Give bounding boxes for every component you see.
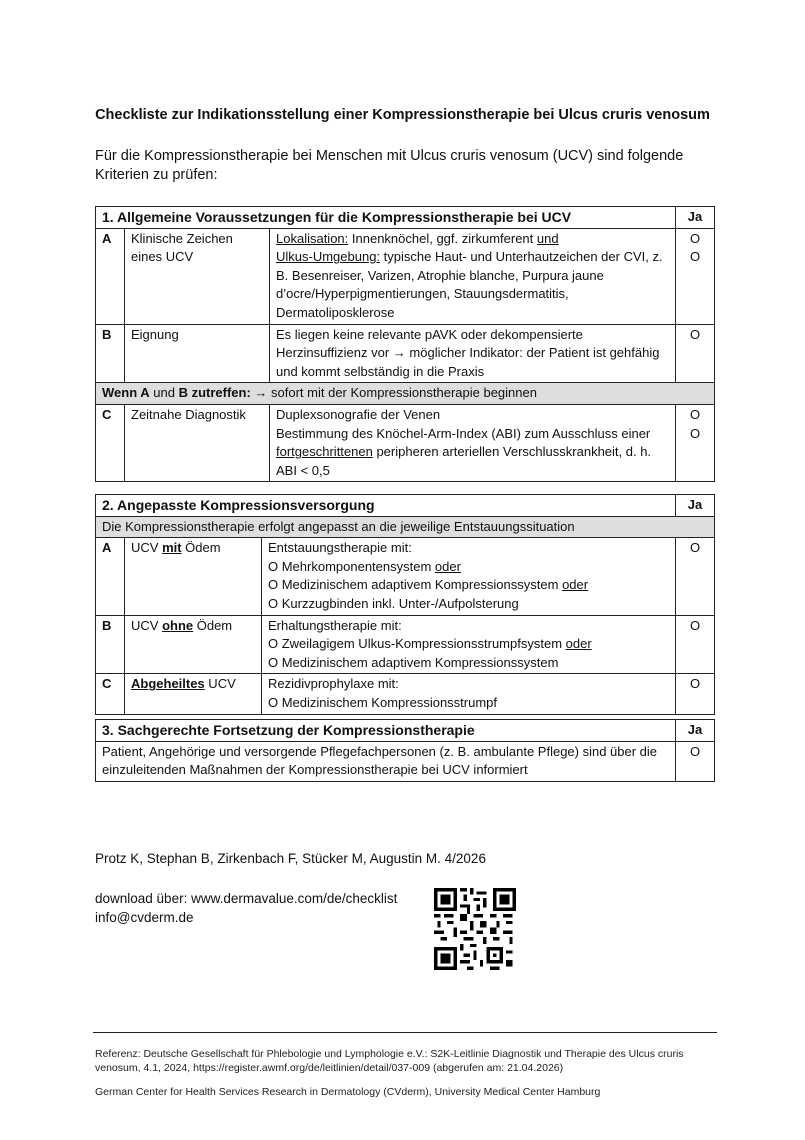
row-label: Eignung [125, 324, 270, 383]
checkbox-circle[interactable]: O [689, 540, 701, 556]
row-description: Patient, Angehörige und versorgende Pflegefachpersonen (z. B. ambulante Pflege) sind über die einzuleitenden Maßnahmen der Kompressionstherapie bei UCV informiert [96, 741, 676, 781]
checkbox-cell[interactable] [676, 538, 715, 615]
row-label: Klinische Zeichen eines UCV [125, 228, 270, 324]
row-label: Abgeheiltes UCV [125, 674, 262, 714]
condition-row: Wenn A und B zutreffen: → sofort mit der Kompressionstherapie beginnen [96, 383, 715, 405]
ja-header: Ja [676, 495, 715, 517]
row-label: UCV ohne Ödem [125, 615, 262, 674]
row-label: Zeitnahe Diagnostik [125, 404, 270, 481]
checkbox-circle[interactable]: O [689, 676, 701, 692]
reference: Referenz: Deutsche Gesellschaft für Phlebologie und Lymphologie e.V.: S2K-Leitlinie Diagnostik und Therapie des Ulcus cruris venosum, 4.1, 2024, https://register.awmf.org/de/leitlinien/detail/037-009 (abgerufen am: 21.04.2026) [95, 1048, 684, 1074]
section-1-title: 1. Allgemeine Voraussetzungen für die Kompressionstherapie bei UCV [96, 207, 676, 229]
section-2-title: 2. Angepasste Kompressionsversorgung [96, 495, 676, 517]
row-description: Rezidivprophylaxe mit: O Medizinischem Kompressionsstrumpf [262, 674, 676, 714]
section-3-table [95, 719, 715, 782]
qr-code-icon [434, 888, 516, 970]
row-letter: C [96, 674, 125, 714]
checkbox-circle[interactable]: O [689, 326, 701, 342]
table-row [96, 538, 715, 615]
ja-header: Ja [676, 207, 715, 229]
checkbox-circle[interactable]: O [689, 617, 701, 633]
checkbox-circle[interactable]: O [689, 425, 701, 441]
checkbox-circle[interactable]: O [689, 230, 701, 246]
checkbox-cell[interactable] [676, 674, 715, 714]
download-info [95, 889, 397, 927]
row-description: Duplexsonografie der Venen Bestimmung des Knöchel-Arm-Index (ABI) zum Ausschluss einer fortgeschrittenen peripheren arteriellen Verschlusskrankheit, d. h. ABI < 0,5 [270, 404, 676, 481]
section-1-table [95, 206, 715, 482]
checkbox-cell[interactable] [676, 324, 715, 383]
row-description: Es liegen keine relevante pAVK oder dekompensierte Herzinsuffizienz vor → möglicher Indikator: der Patient ist gehfähig und kommt selbständig in die Praxis [270, 324, 676, 383]
footer-divider [93, 1032, 717, 1033]
checkbox-cell[interactable] [676, 615, 715, 674]
table-row [96, 674, 715, 714]
authors: Protz K, Stephan B, Zirkenbach F, Stücker M, Augustin M. 4/2026 [95, 851, 486, 866]
section-2-note: Die Kompressionstherapie erfolgt angepasst an die jeweilige Entstauungssituation [96, 516, 715, 538]
table-row [96, 324, 715, 383]
table-row [96, 615, 715, 674]
checkbox-circle[interactable]: O [689, 743, 701, 759]
row-letter: A [96, 538, 125, 615]
row-letter: B [96, 615, 125, 674]
intro-text: Für die Kompressionstherapie bei Menschen mit Ulcus cruris venosum (UCV) sind folgende Kriterien zu prüfen: [95, 148, 684, 183]
checkbox-cell[interactable] [676, 404, 715, 481]
row-description: Lokalisation: Innenknöchel, ggf. zirkumferent und Ulkus-Umgebung: typische Haut- und Unterhautzeichen der CVI, z. B. Besenreiser, Varizen, Atrophie blanche, Purpura jaune d’ocre/Hyperpigmentierungen, Stauungsdermatitis, Dermatoliposklerose [270, 228, 676, 324]
row-letter: A [96, 228, 125, 324]
row-letter: B [96, 324, 125, 383]
email-link[interactable]: info@cvderm.de [95, 910, 194, 925]
ja-header: Ja [676, 720, 715, 742]
row-label: UCV mit Ödem [125, 538, 262, 615]
page-title: Checkliste zur Indikationsstellung einer Kompressionstherapie bei Ulcus cruris venosum [95, 107, 710, 123]
table-row [96, 404, 715, 481]
organization: German Center for Health Services Research in Dermatology (CVderm), University Medical Center Hamburg [95, 1086, 601, 1098]
checkbox-circle[interactable]: O [689, 406, 701, 422]
checkbox-cell[interactable] [676, 228, 715, 324]
table-row [96, 228, 715, 324]
checkbox-cell[interactable] [676, 741, 715, 781]
download-link[interactable]: download über: www.dermavalue.com/de/checklist [95, 891, 398, 906]
section-2-table [95, 494, 715, 715]
row-description: Erhaltungstherapie mit: O Zweilagigem Ulkus-Kompressionsstrumpfsystem oder O Medizinischem adaptivem Kompressionssystem [262, 615, 676, 674]
row-letter: C [96, 404, 125, 481]
row-description: Entstauungstherapie mit: O Mehrkomponentensystem oder O Medizinischem adaptivem Kompressionssystem oder O Kurzzugbinden inkl. Unter-/Aufpolsterung [262, 538, 676, 615]
checkbox-circle[interactable]: O [689, 249, 701, 265]
section-3-title: 3. Sachgerechte Fortsetzung der Kompressionstherapie [96, 720, 676, 742]
table-row [96, 741, 715, 781]
